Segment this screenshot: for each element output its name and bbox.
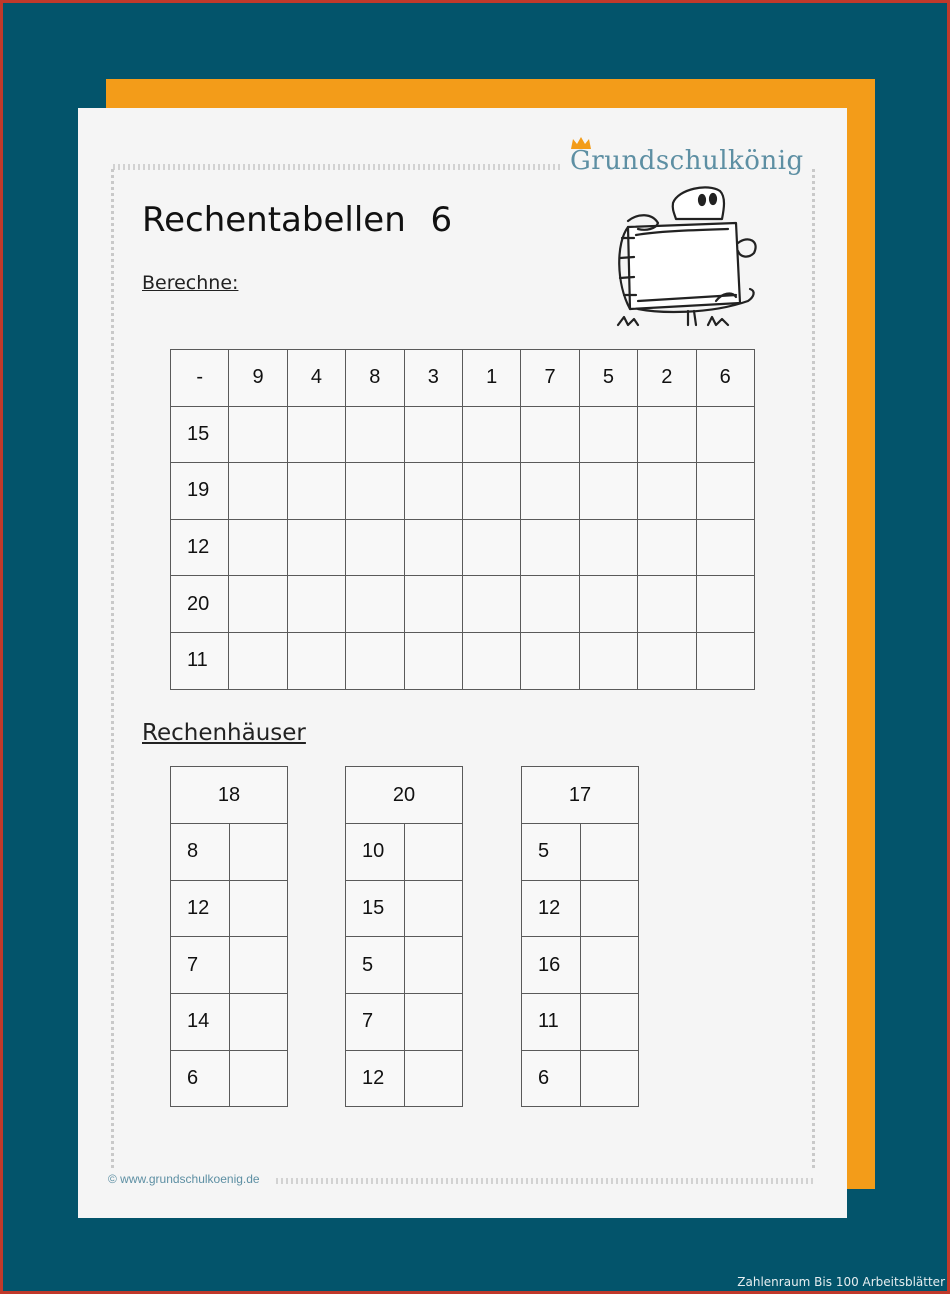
house-value: 12 (522, 880, 581, 937)
house-roof: 18 (171, 767, 288, 824)
house-value: 8 (171, 824, 230, 881)
house-value: 5 (346, 937, 405, 994)
answer-cell[interactable] (346, 519, 404, 576)
answer-cell[interactable] (404, 880, 463, 937)
answer-cell[interactable] (580, 937, 639, 994)
column-header: 9 (229, 350, 287, 407)
answer-cell[interactable] (521, 406, 579, 463)
row-header: 11 (171, 632, 229, 689)
house-value: 14 (171, 994, 230, 1051)
answer-cell[interactable] (521, 576, 579, 633)
house-value: 12 (346, 1050, 405, 1107)
row-header: 15 (171, 406, 229, 463)
answer-cell[interactable] (229, 1050, 288, 1107)
image-caption: Zahlenraum Bis 100 Arbeitsblätter (737, 1275, 945, 1289)
operator-cell: - (171, 350, 229, 407)
answer-cell[interactable] (229, 463, 287, 520)
answer-cell[interactable] (404, 406, 462, 463)
table-row (171, 463, 755, 520)
answer-cell[interactable] (346, 632, 404, 689)
house-value: 12 (171, 880, 230, 937)
instruction-label: Berechne: (142, 272, 239, 294)
subtraction-table (170, 349, 755, 690)
brand-logo: Grundschulkönig (570, 146, 804, 176)
page-title: Rechentabellen 6 (142, 200, 453, 240)
answer-cell[interactable] (229, 880, 288, 937)
answer-cell[interactable] (696, 406, 754, 463)
answer-cell[interactable] (404, 632, 462, 689)
answer-cell[interactable] (580, 824, 639, 881)
answer-cell[interactable] (638, 576, 696, 633)
answer-cell[interactable] (229, 406, 287, 463)
answer-cell[interactable] (580, 1050, 639, 1107)
column-header: 7 (521, 350, 579, 407)
house-value: 11 (522, 994, 581, 1051)
answer-cell[interactable] (229, 576, 287, 633)
row-header: 12 (171, 519, 229, 576)
frame-top-left (110, 164, 562, 170)
number-house (170, 766, 288, 1107)
answer-cell[interactable] (287, 463, 345, 520)
frame-left (111, 168, 114, 1168)
house-value: 10 (346, 824, 405, 881)
answer-cell[interactable] (696, 576, 754, 633)
answer-cell[interactable] (579, 576, 637, 633)
house-value: 16 (522, 937, 581, 994)
answer-cell[interactable] (462, 632, 520, 689)
ghost-sign-illustration (598, 183, 758, 328)
answer-cell[interactable] (462, 576, 520, 633)
column-header: 3 (404, 350, 462, 407)
answer-cell[interactable] (229, 632, 287, 689)
answer-cell[interactable] (638, 519, 696, 576)
house-value: 7 (346, 994, 405, 1051)
house-value: 6 (171, 1050, 230, 1107)
answer-cell[interactable] (404, 937, 463, 994)
answer-cell[interactable] (696, 463, 754, 520)
number-houses-title: Rechenhäuser (142, 720, 306, 746)
answer-cell[interactable] (580, 994, 639, 1051)
table-header-row (171, 350, 755, 407)
answer-cell[interactable] (346, 576, 404, 633)
answer-cell[interactable] (579, 463, 637, 520)
number-house (345, 766, 463, 1107)
answer-cell[interactable] (579, 632, 637, 689)
house-roof: 20 (346, 767, 463, 824)
column-header: 2 (638, 350, 696, 407)
house-value: 15 (346, 880, 405, 937)
frame-bottom (273, 1178, 815, 1184)
number-house (521, 766, 639, 1107)
answer-cell[interactable] (462, 463, 520, 520)
answer-cell[interactable] (521, 519, 579, 576)
answer-cell[interactable] (580, 880, 639, 937)
table-row (171, 632, 755, 689)
answer-cell[interactable] (462, 519, 520, 576)
answer-cell[interactable] (404, 824, 463, 881)
row-header: 20 (171, 576, 229, 633)
answer-cell[interactable] (229, 937, 288, 994)
answer-cell[interactable] (404, 519, 462, 576)
answer-cell[interactable] (287, 519, 345, 576)
answer-cell[interactable] (696, 632, 754, 689)
answer-cell[interactable] (229, 824, 288, 881)
answer-cell[interactable] (404, 576, 462, 633)
table-row (171, 406, 755, 463)
house-roof: 17 (522, 767, 639, 824)
answer-cell[interactable] (638, 406, 696, 463)
column-header: 1 (462, 350, 520, 407)
house-value: 5 (522, 824, 581, 881)
answer-cell[interactable] (521, 463, 579, 520)
answer-cell[interactable] (404, 1050, 463, 1107)
frame-right (812, 168, 815, 1168)
answer-cell[interactable] (404, 463, 462, 520)
footer-copyright: © www.grundschulkoenig.de (108, 1172, 260, 1186)
house-value: 6 (522, 1050, 581, 1107)
house-value: 7 (171, 937, 230, 994)
column-header: 4 (287, 350, 345, 407)
answer-cell[interactable] (638, 632, 696, 689)
answer-cell[interactable] (462, 406, 520, 463)
worksheet-page (78, 108, 847, 1218)
answer-cell[interactable] (638, 463, 696, 520)
answer-cell[interactable] (404, 994, 463, 1051)
column-header: 8 (346, 350, 404, 407)
answer-cell[interactable] (696, 519, 754, 576)
column-header: 6 (696, 350, 754, 407)
answer-cell[interactable] (287, 576, 345, 633)
answer-cell[interactable] (346, 406, 404, 463)
table-row (171, 519, 755, 576)
answer-cell[interactable] (287, 632, 345, 689)
answer-cell[interactable] (229, 994, 288, 1051)
answer-cell[interactable] (579, 406, 637, 463)
table-row (171, 576, 755, 633)
answer-cell[interactable] (579, 519, 637, 576)
row-header: 19 (171, 463, 229, 520)
answer-cell[interactable] (287, 406, 345, 463)
column-header: 5 (579, 350, 637, 407)
answer-cell[interactable] (346, 463, 404, 520)
answer-cell[interactable] (229, 519, 287, 576)
answer-cell[interactable] (521, 632, 579, 689)
